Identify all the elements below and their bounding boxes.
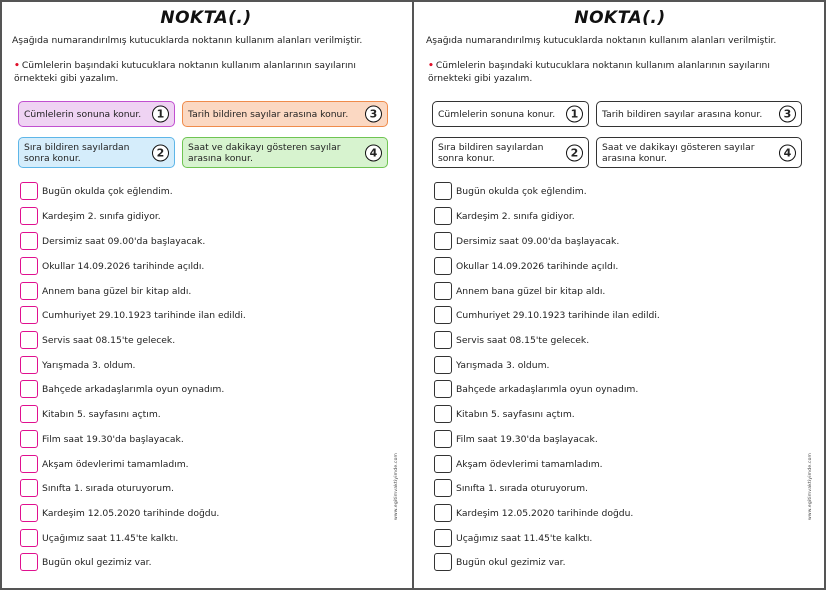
sentence-item bbox=[434, 405, 575, 423]
bullet-icon: • bbox=[14, 60, 20, 71]
instruction bbox=[14, 60, 384, 85]
instruction-line-1: Cümlelerin başındaki kutucuklara noktanın kullanım alanlarının sayılarını bbox=[435, 60, 770, 71]
number-circle-icon: 4 bbox=[779, 144, 796, 161]
sentence-text: Bahçede arkadaşlarımla oyun oynadım. bbox=[456, 383, 639, 395]
sentence-item bbox=[20, 529, 178, 547]
answer-checkbox[interactable] bbox=[434, 282, 452, 300]
sentence-item bbox=[20, 182, 173, 200]
usage-box-label: Tarih bildiren sayılar arasına konur. bbox=[188, 108, 349, 120]
watermark: www.egitimvaktiyimde.com bbox=[394, 452, 399, 520]
usage-box-3 bbox=[182, 101, 388, 127]
answer-checkbox[interactable] bbox=[434, 405, 452, 423]
sentence-text: Servis saat 08.15'te gelecek. bbox=[42, 334, 176, 346]
number-circle-icon: 3 bbox=[779, 106, 796, 123]
sentence-item bbox=[434, 479, 588, 497]
answer-checkbox[interactable] bbox=[20, 306, 38, 324]
answer-checkbox[interactable] bbox=[20, 405, 38, 423]
sentence-item bbox=[434, 455, 603, 473]
usage-box-3 bbox=[596, 101, 802, 127]
answer-checkbox[interactable] bbox=[434, 380, 452, 398]
answer-checkbox[interactable] bbox=[434, 529, 452, 547]
answer-checkbox[interactable] bbox=[434, 182, 452, 200]
sentence-text: Kardeşim 12.05.2020 tarihinde doğdu. bbox=[42, 507, 220, 519]
sentence-item bbox=[20, 282, 191, 300]
sentence-text: Dersimiz saat 09.00'da başlayacak. bbox=[456, 235, 620, 247]
sentence-item bbox=[20, 479, 174, 497]
instruction-line-2: örnekteki gibi yazalım. bbox=[428, 72, 533, 84]
sentence-item bbox=[20, 356, 135, 374]
sentence-item bbox=[20, 331, 175, 349]
sentence-item bbox=[20, 430, 184, 448]
worksheet-page-colored bbox=[0, 0, 412, 590]
usage-box-4 bbox=[182, 137, 388, 168]
sentence-text: Kardeşim 2. sınıfa gidiyor. bbox=[42, 210, 161, 222]
sentence-item bbox=[434, 306, 660, 324]
answer-checkbox[interactable] bbox=[434, 306, 452, 324]
sentence-text: Kardeşim 2. sınıfa gidiyor. bbox=[456, 210, 575, 222]
sentence-text: Uçağımız saat 11.45'te kalktı. bbox=[42, 532, 179, 544]
answer-checkbox[interactable] bbox=[20, 380, 38, 398]
answer-checkbox[interactable] bbox=[20, 455, 38, 473]
usage-box-2 bbox=[432, 137, 589, 168]
sentence-text: Film saat 19.30'da başlayacak. bbox=[456, 433, 598, 445]
watermark: www.egitimvaktiyimde.com bbox=[808, 452, 813, 520]
sentence-text: Cumhuriyet 29.10.1923 tarihinde ilan edildi. bbox=[456, 309, 660, 321]
page-subtitle: Aşağıda numarandırılmış kutucuklarda noktanın kullanım alanları verilmiştir. bbox=[12, 35, 363, 46]
sentence-item bbox=[20, 455, 189, 473]
answer-checkbox[interactable] bbox=[434, 430, 452, 448]
bullet-icon: • bbox=[428, 60, 434, 71]
usage-box-1 bbox=[18, 101, 175, 127]
answer-checkbox[interactable] bbox=[434, 479, 452, 497]
page-title: NOKTA(.) bbox=[160, 8, 252, 28]
sentence-text: Akşam ödevlerimi tamamladım. bbox=[42, 458, 189, 470]
answer-checkbox[interactable] bbox=[20, 282, 38, 300]
usage-box-label: Sıra bildiren sayılardan sonra konur. bbox=[438, 141, 544, 164]
answer-checkbox[interactable] bbox=[434, 504, 452, 522]
page-divider bbox=[412, 0, 414, 590]
answer-checkbox[interactable] bbox=[20, 356, 38, 374]
sentence-item bbox=[434, 257, 618, 275]
answer-checkbox[interactable] bbox=[20, 504, 38, 522]
sentence-item bbox=[434, 232, 619, 250]
answer-checkbox[interactable] bbox=[20, 257, 38, 275]
answer-checkbox[interactable] bbox=[20, 232, 38, 250]
sentence-item bbox=[20, 405, 161, 423]
answer-checkbox[interactable] bbox=[20, 529, 38, 547]
page-subtitle: Aşağıda numarandırılmış kutucuklarda noktanın kullanım alanları verilmiştir. bbox=[426, 35, 777, 46]
sentence-item bbox=[434, 331, 589, 349]
usage-box-label: Sıra bildiren sayılardan sonra konur. bbox=[24, 141, 130, 164]
answer-checkbox[interactable] bbox=[20, 207, 38, 225]
sentence-item bbox=[20, 504, 219, 522]
number-circle-icon: 4 bbox=[365, 144, 382, 161]
sentence-text: Annem bana güzel bir kitap aldı. bbox=[42, 285, 192, 297]
sentence-text: Okullar 14.09.2026 tarihinde açıldı. bbox=[456, 260, 619, 272]
usage-box-label: Tarih bildiren sayılar arasına konur. bbox=[602, 108, 763, 120]
number-circle-icon: 1 bbox=[152, 106, 169, 123]
sentence-item bbox=[434, 504, 633, 522]
number-circle-icon: 3 bbox=[365, 106, 382, 123]
answer-checkbox[interactable] bbox=[20, 331, 38, 349]
answer-checkbox[interactable] bbox=[20, 479, 38, 497]
answer-checkbox[interactable] bbox=[20, 553, 38, 571]
sentence-text: Dersimiz saat 09.00'da başlayacak. bbox=[42, 235, 206, 247]
number-circle-icon: 2 bbox=[566, 144, 583, 161]
sentence-text: Bugün okulda çok eğlendim. bbox=[42, 185, 173, 197]
page-title: NOKTA(.) bbox=[574, 8, 666, 28]
sentence-text: Film saat 19.30'da başlayacak. bbox=[42, 433, 184, 445]
sentence-text: Sınıfta 1. sırada oturuyorum. bbox=[456, 482, 588, 494]
usage-box-label: Saat ve dakikayı gösteren sayılar arasına konur. bbox=[188, 141, 341, 164]
sentence-item bbox=[20, 553, 152, 571]
answer-checkbox[interactable] bbox=[434, 455, 452, 473]
sentence-text: Uçağımız saat 11.45'te kalktı. bbox=[456, 532, 593, 544]
instruction-line-1: Cümlelerin başındaki kutucuklara noktanın kullanım alanlarının sayılarını bbox=[21, 60, 356, 71]
sentence-text: Annem bana güzel bir kitap aldı. bbox=[456, 285, 606, 297]
sentence-item bbox=[20, 380, 224, 398]
usage-box-4 bbox=[596, 137, 802, 168]
sentence-text: Kardeşim 12.05.2020 tarihinde doğdu. bbox=[456, 507, 634, 519]
sentence-item bbox=[20, 232, 205, 250]
worksheet-page-plain bbox=[414, 0, 826, 590]
answer-checkbox[interactable] bbox=[20, 430, 38, 448]
sentence-text: Bugün okulda çok eğlendim. bbox=[456, 185, 587, 197]
usage-box-label: Cümlelerin sonuna konur. bbox=[438, 108, 556, 120]
sentence-text: Kitabın 5. sayfasını açtım. bbox=[456, 408, 575, 420]
sentence-text: Kitabın 5. sayfasını açtım. bbox=[42, 408, 161, 420]
answer-checkbox[interactable] bbox=[434, 207, 452, 225]
sentence-item bbox=[434, 430, 598, 448]
sentence-text: Bugün okul gezimiz var. bbox=[42, 556, 152, 568]
answer-checkbox[interactable] bbox=[434, 356, 452, 374]
instruction-line-2: örnekteki gibi yazalım. bbox=[14, 72, 119, 84]
sentence-item bbox=[20, 306, 246, 324]
answer-checkbox[interactable] bbox=[434, 553, 452, 571]
sentence-item bbox=[434, 529, 592, 547]
answer-checkbox[interactable] bbox=[434, 257, 452, 275]
sentence-text: Yarışmada 3. oldum. bbox=[456, 359, 550, 371]
sentence-text: Yarışmada 3. oldum. bbox=[42, 359, 136, 371]
left-border bbox=[0, 0, 2, 590]
sentence-text: Akşam ödevlerimi tamamladım. bbox=[456, 458, 603, 470]
usage-box-2 bbox=[18, 137, 175, 168]
sentence-text: Bahçede arkadaşlarımla oyun oynadım. bbox=[42, 383, 225, 395]
sentence-item bbox=[434, 282, 605, 300]
usage-box-1 bbox=[432, 101, 589, 127]
usage-box-label: Cümlelerin sonuna konur. bbox=[24, 108, 142, 120]
sentence-text: Cumhuriyet 29.10.1923 tarihinde ilan edildi. bbox=[42, 309, 246, 321]
number-circle-icon: 1 bbox=[566, 106, 583, 123]
sentence-item bbox=[434, 553, 566, 571]
instruction bbox=[428, 60, 798, 85]
sentence-item bbox=[434, 356, 549, 374]
sentence-item bbox=[434, 207, 575, 225]
answer-checkbox[interactable] bbox=[434, 331, 452, 349]
sentence-item bbox=[434, 182, 587, 200]
number-circle-icon: 2 bbox=[152, 144, 169, 161]
answer-checkbox[interactable] bbox=[434, 232, 452, 250]
sentence-item bbox=[20, 207, 161, 225]
sentence-text: Sınıfta 1. sırada oturuyorum. bbox=[42, 482, 174, 494]
answer-checkbox[interactable] bbox=[20, 182, 38, 200]
sentence-text: Bugün okul gezimiz var. bbox=[456, 556, 566, 568]
sentence-item bbox=[434, 380, 638, 398]
sentence-text: Okullar 14.09.2026 tarihinde açıldı. bbox=[42, 260, 205, 272]
sentence-text: Servis saat 08.15'te gelecek. bbox=[456, 334, 590, 346]
sentence-item bbox=[20, 257, 204, 275]
usage-box-label: Saat ve dakikayı gösteren sayılar arasına konur. bbox=[602, 141, 755, 164]
